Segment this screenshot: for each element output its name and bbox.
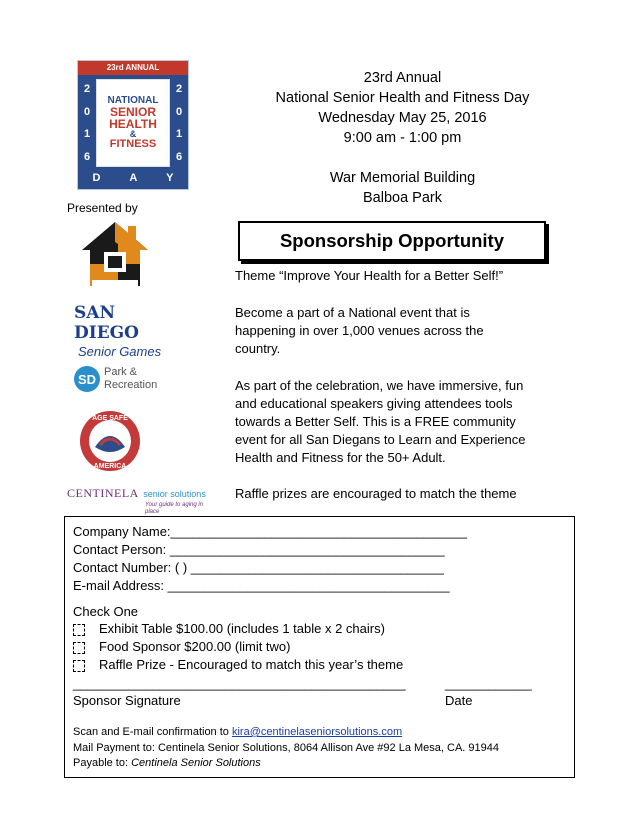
paragraph-national: Become a part of a National event that is happening in over 1,000 venues across the country.	[235, 305, 484, 356]
svg-text:AMERICA: AMERICA	[93, 463, 127, 470]
email-link[interactable]: kira@centinelaseniorsolutions.com	[231, 726, 403, 738]
payable-to-instruction: Payable to: Centinela Senior Solutions	[73, 757, 261, 769]
food-sponsor-checkbox[interactable]	[73, 642, 85, 654]
option-food-sponsor[interactable]: Food Sponsor $200.00 (limit two)	[73, 638, 290, 655]
house-puzzle-logo	[78, 220, 152, 290]
presented-by-label: Presented by	[67, 201, 138, 215]
sponsor-signature-label: Sponsor Signature	[73, 693, 181, 708]
event-edition: 23rd Annual	[363, 70, 442, 86]
contact-person-field[interactable]: Contact Person: ______________________________________	[73, 542, 445, 557]
event-venue: War Memorial Building	[329, 170, 476, 186]
mail-payment-instruction: Mail Payment to: Centinela Senior Solutions, 8064 Allison Ave #92 La Mesa, CA. 91944	[73, 742, 500, 754]
email-address-field[interactable]: E-mail Address: _______________________________________	[73, 578, 450, 593]
scan-email-instruction: Scan and E-mail confirmation to kira@centinelaseniorsolutions.com	[73, 726, 403, 738]
logo-day: D A Y	[92, 172, 174, 184]
option-raffle-prize[interactable]: Raffle Prize - Encouraged to match this year’s theme	[73, 656, 403, 673]
senior-health-fitness-day-logo	[77, 60, 189, 190]
check-one-label: Check One	[73, 604, 139, 619]
raffle-prize-checkbox[interactable]	[73, 660, 85, 672]
logo-banner: 23rd ANNUAL	[78, 61, 188, 75]
event-location: Balboa Park	[363, 190, 442, 206]
event-header	[236, 68, 569, 208]
signature-line[interactable]: ______________________________________________	[73, 676, 406, 691]
sponsorship-title: Sponsorship Opportunity	[238, 221, 546, 261]
paragraph-celebration: As part of the celebration, we have immersive, fun and educational speakers giving attendees tools towards a Better Self. This is a FREE community event for all San Diegans to Learn and Experience Health and Fitness for the 50+ Adult.	[235, 378, 526, 465]
company-name-field[interactable]: Company Name:_________________________________________	[73, 524, 467, 539]
raffle-text: Raffle prizes are encouraged to match the theme	[235, 486, 517, 501]
logo-year-left: 2 0 1 6	[83, 83, 91, 163]
event-date: Wednesday May 25, 2016	[318, 110, 487, 126]
contact-number-field[interactable]: Contact Number: ( ) ___________________________________	[73, 560, 444, 575]
sponsorship-form	[64, 516, 575, 778]
logo-year-right: 2 0 1 6	[175, 83, 183, 163]
date-label: Date	[445, 693, 473, 708]
event-time: 9:00 am - 1:00 pm	[343, 130, 462, 146]
theme-text: Theme “Improve Your Health for a Better Self!”	[235, 268, 504, 283]
event-title: National Senior Health and Fitness Day	[275, 90, 530, 106]
sd-park-recreation-logo: SD Park & Recreation	[74, 364, 184, 396]
logo-title: NATIONAL SENIOR HEALTH & FITNESS	[96, 79, 170, 167]
centinela-senior-solutions-logo: CENTINELA senior solutions Your guide to aging in place	[67, 486, 206, 515]
date-line[interactable]: ____________	[445, 676, 532, 691]
san-diego-senior-games-logo: SAN DIEGO Senior Games	[74, 303, 162, 359]
svg-text:AGE SAFE: AGE SAFE	[92, 415, 128, 422]
age-safe-america-logo	[78, 409, 142, 473]
option-exhibit-table[interactable]: Exhibit Table $100.00 (includes 1 table x 2 chairs)	[73, 620, 385, 637]
exhibit-table-checkbox[interactable]	[73, 624, 85, 636]
